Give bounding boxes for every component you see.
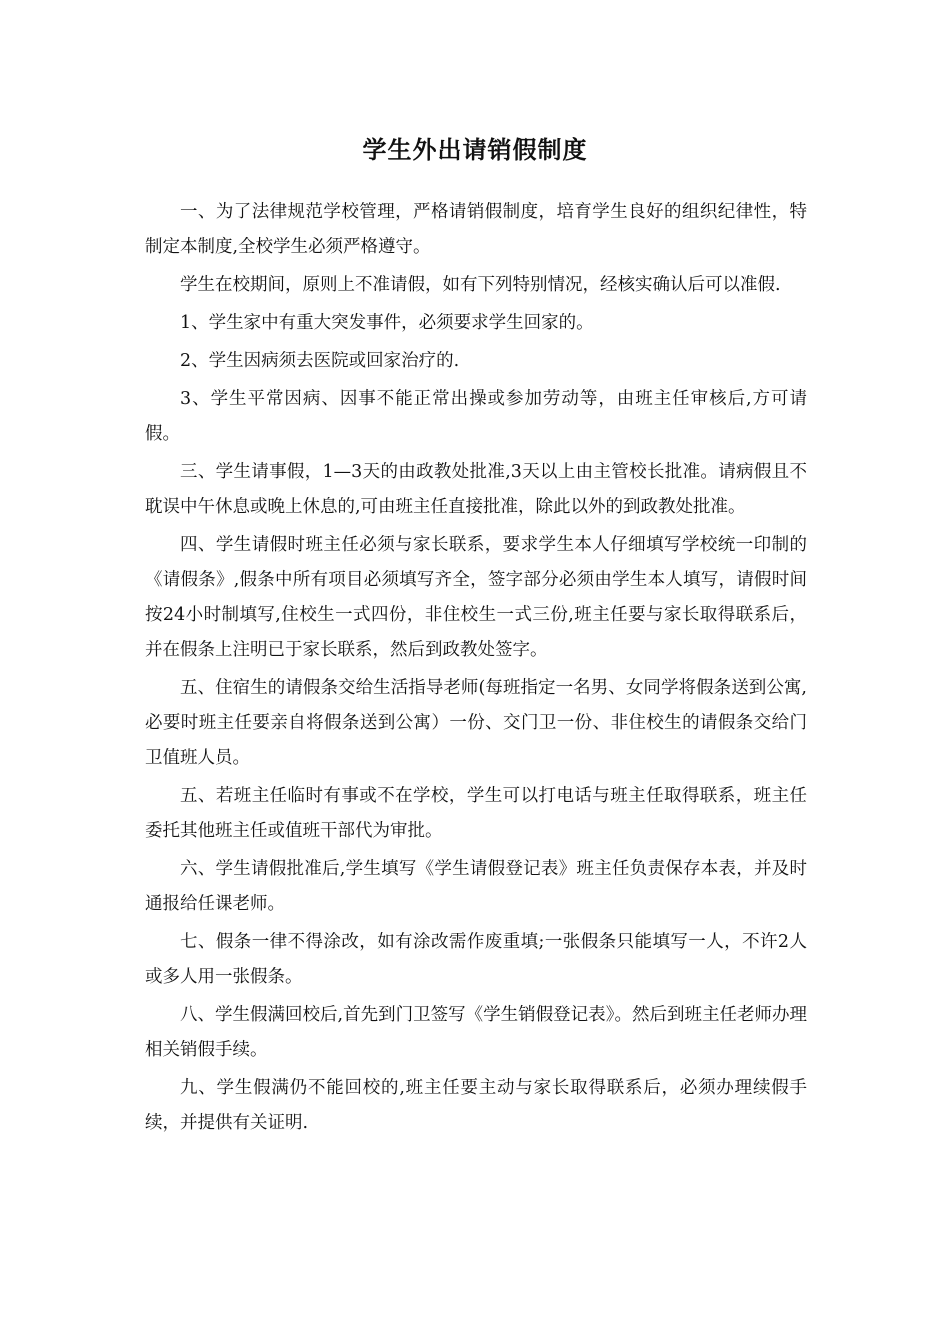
paragraph-6: 三、学生请事假，1—3天的由政教处批准,3天以上由主管校长批准。请病假且不耽误中午休息或晚上休息的,可由班主任直接批准，除此以外的到政教处批准。: [145, 462, 807, 517]
paragraph-8: 五、住宿生的请假条交给生活指导老师(每班指定一名男、女同学将假条送到公寓,必要时班主任要亲自将假条送到公寓）一份、交门卫一份、非住校生的请假条交给门卫值班人员。: [145, 678, 807, 768]
paragraph-4: 2、学生因病须去医院或回家治疗的.: [180, 351, 460, 371]
paragraph-13: 九、学生假满仍不能回校的,班主任要主动与家长取得联系后，必须办理续假手续，并提供有关证明.: [145, 1078, 807, 1133]
paragraph-3: 1、学生家中有重大突发事件，必须要求学生回家的。: [180, 313, 594, 333]
paragraph-12: 八、学生假满回校后,首先到门卫签写《学生销假登记表》。然后到班主任老师办理相关销假手续。: [145, 1005, 807, 1060]
paragraph-5: 3、学生平常因病、因事不能正常出操或参加劳动等，由班主任审核后,方可请假。: [145, 389, 807, 444]
paragraph-1: 一、为了法律规范学校管理，严格请销假制度，培育学生良好的组织纪律性，特制定本制度,全校学生必须严格遵守。: [145, 202, 807, 257]
paragraph-9: 五、若班主任临时有事或不在学校，学生可以打电话与班主任取得联系，班主任委托其他班主任或值班干部代为审批。: [145, 786, 807, 841]
paragraph-7: 四、学生请假时班主任必须与家长联系，要求学生本人仔细填写学校统一印制的《请假条》,假条中所有项目必须填写齐全，签字部分必须由学生本人填写，请假时间按24小时制填写,住校生一式四份，非住校生一式三份,班主任要与家长取得联系后，并在假条上注明已于家长联系，然后到政教处签字。: [145, 535, 807, 660]
document-body: [145, 195, 807, 1144]
paragraph-2: 学生在校期间，原则上不准请假，如有下列特别情况，经核实确认后可以准假.: [180, 275, 781, 295]
page-title: 学生外出请销假制度: [362, 136, 588, 164]
paragraph-10: 六、学生请假批准后,学生填写《学生请假登记表》班主任负责保存本表，并及时通报给任课老师。: [145, 859, 807, 914]
paragraph-11: 七、假条一律不得涂改，如有涂改需作废重填;一张假条只能填写一人，不许2人或多人用一张假条。: [145, 932, 807, 987]
